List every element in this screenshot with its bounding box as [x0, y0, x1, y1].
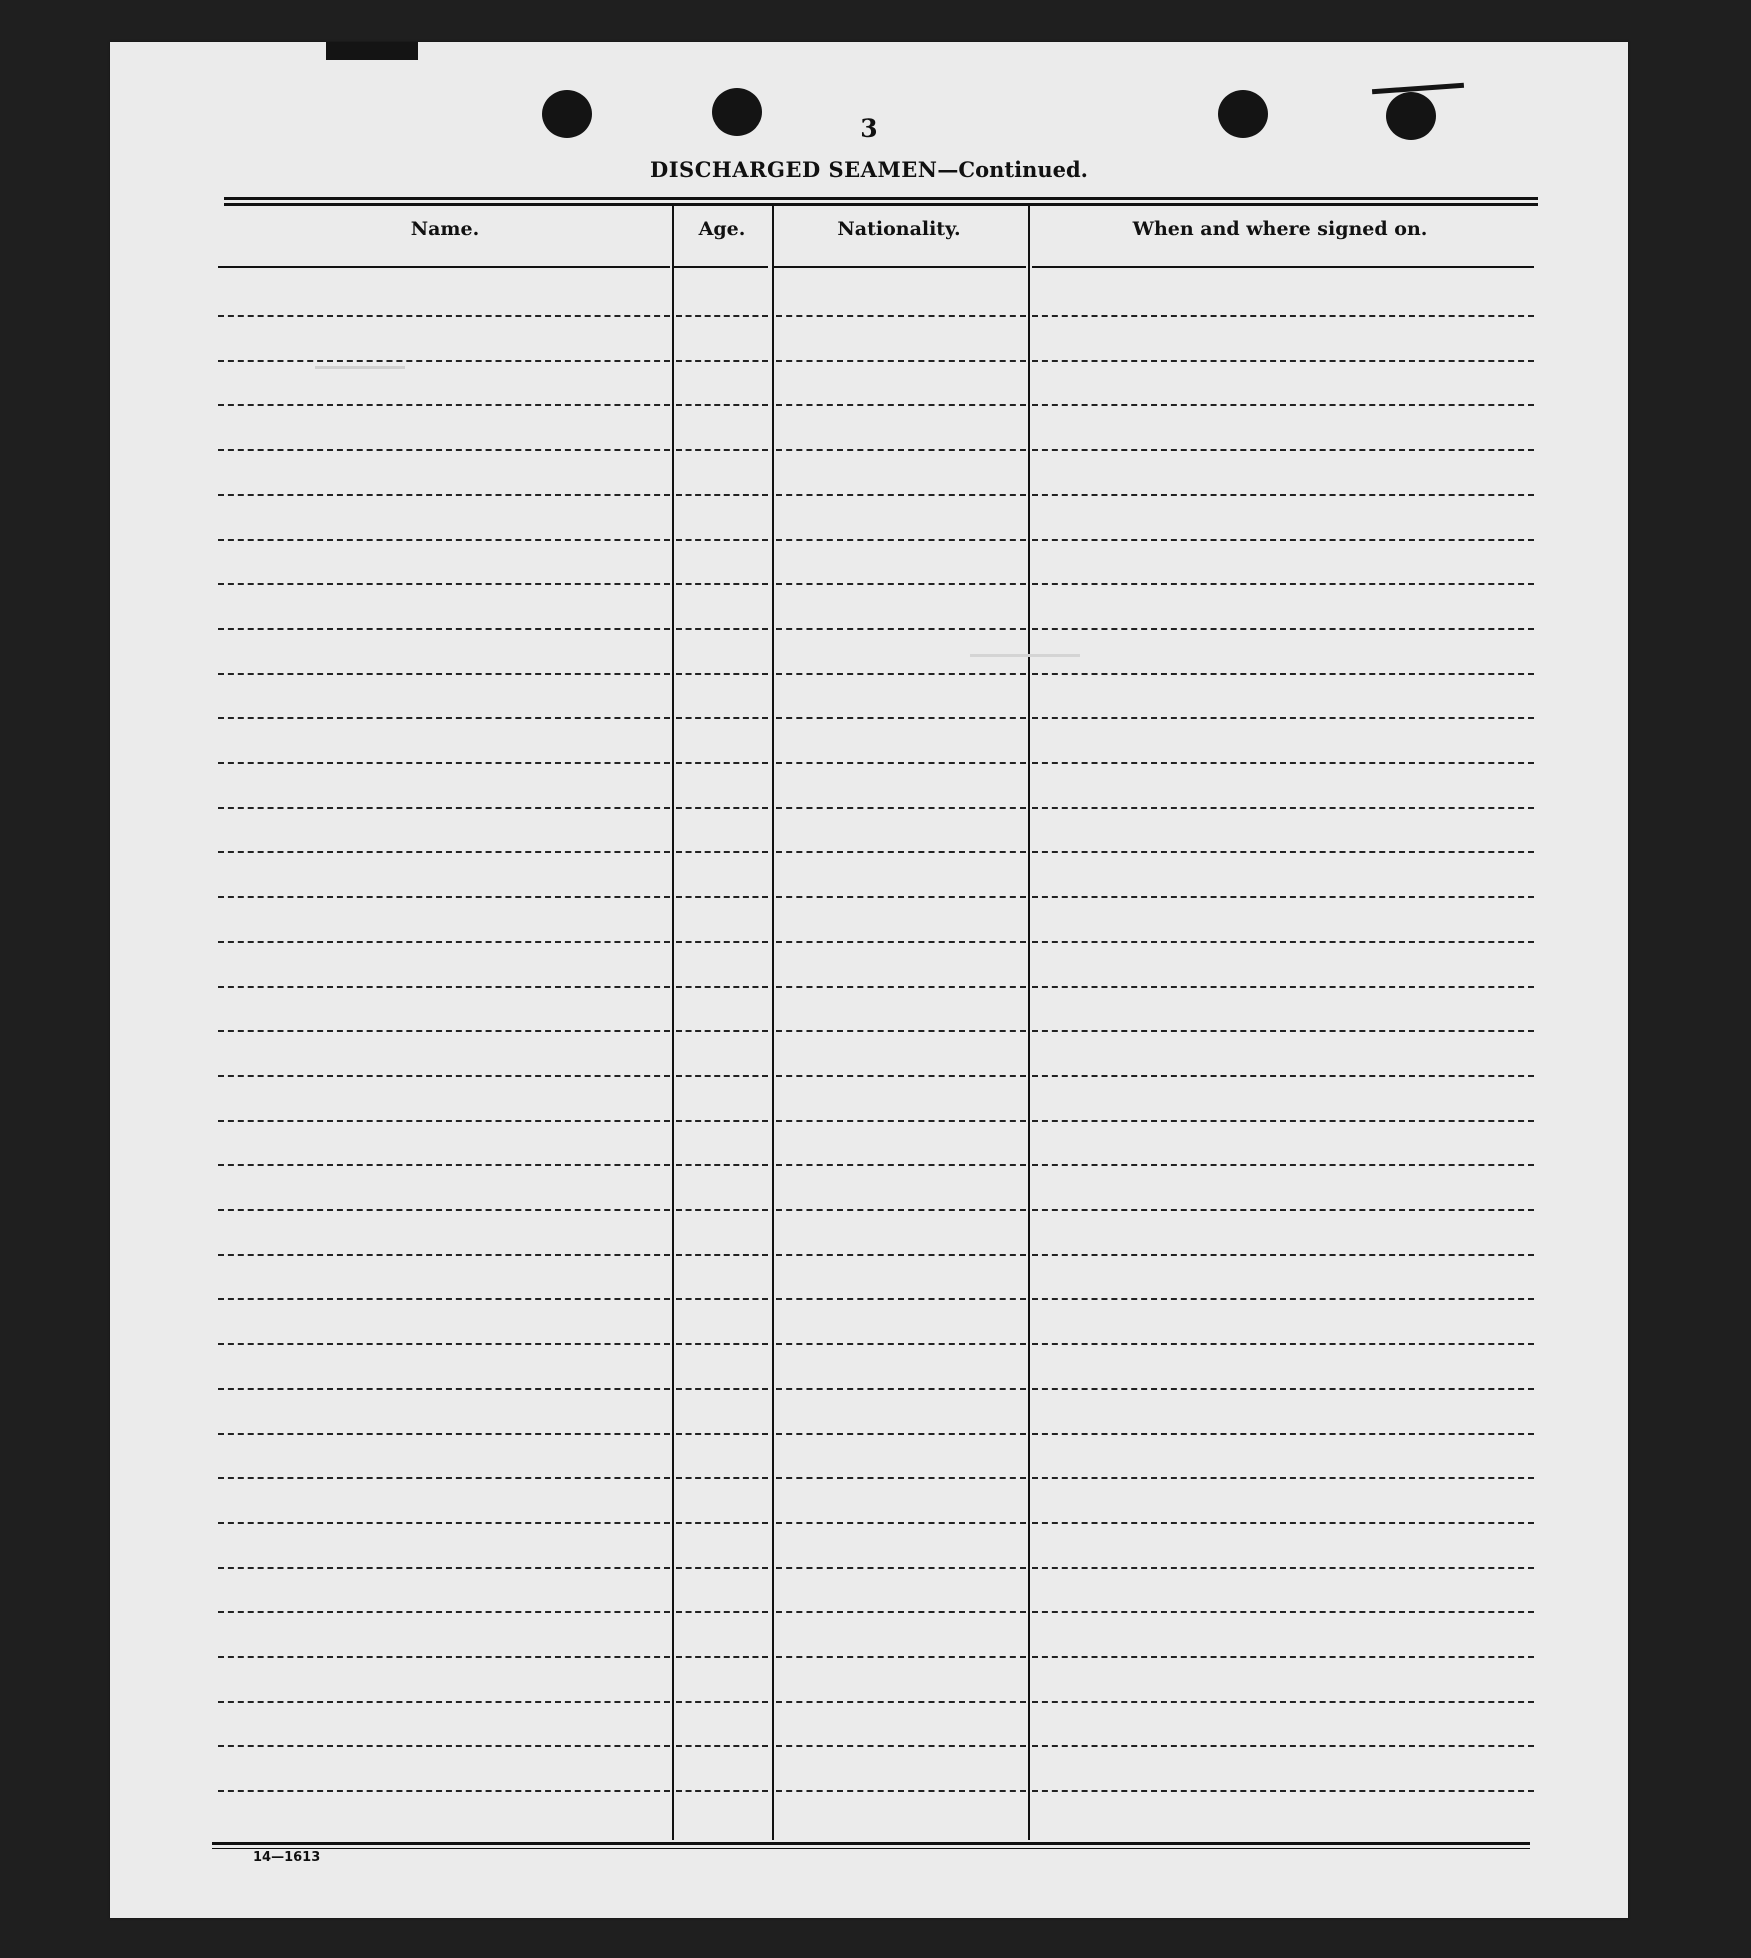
- table-row-rule: [218, 1477, 670, 1479]
- table-row-rule: [218, 1120, 670, 1122]
- table-row-rule: [676, 673, 768, 675]
- table-row-rule: [776, 717, 1026, 719]
- table-row-rule: [676, 1701, 768, 1703]
- table-row-rule: [676, 1522, 768, 1524]
- table-row-rule: [676, 583, 768, 585]
- table-row-rule: [218, 896, 670, 898]
- table-row-rule: [1032, 539, 1534, 541]
- table-row-rule: [776, 1388, 1026, 1390]
- table-row-rule: [218, 583, 670, 585]
- table-row-rule: [218, 986, 670, 988]
- table-row-rule: [218, 449, 670, 451]
- table-row-rule: [1032, 1388, 1534, 1390]
- table-row-rule: [218, 1254, 670, 1256]
- table-row-rule: [776, 315, 1026, 317]
- table-row-rule: [1032, 404, 1534, 406]
- table-row-rule: [1032, 1433, 1534, 1435]
- table-row-rule: [776, 1567, 1026, 1569]
- table-row-rule: [776, 807, 1026, 809]
- faint-smudge: [970, 654, 1080, 657]
- table-row-rule: [1032, 1075, 1534, 1077]
- table-row-rule: [218, 404, 670, 406]
- table-row-rule: [676, 1030, 768, 1032]
- table-row-rule: [1032, 1298, 1534, 1300]
- table-row-rule: [218, 539, 670, 541]
- table-row-rule: [676, 360, 768, 362]
- column-header-signed-on: When and where signed on.: [1132, 218, 1428, 240]
- table-row-rule: [1032, 1656, 1534, 1658]
- table-row-rule: [218, 1030, 670, 1032]
- table-row-rule: [218, 762, 670, 764]
- table-row-rule: [1032, 360, 1534, 362]
- table-row-rule: [776, 494, 1026, 496]
- table-row-rule: [1032, 1611, 1534, 1613]
- table-row-rule: [1032, 1567, 1534, 1569]
- table-row-rule: [218, 673, 670, 675]
- table-row-rule: [1032, 1477, 1534, 1479]
- table-row-rule: [218, 1298, 670, 1300]
- table-row-rule: [676, 807, 768, 809]
- table-row-rule: [218, 1164, 670, 1166]
- table-row-rule: [676, 449, 768, 451]
- table-row-rule: [218, 628, 670, 630]
- table-row-rule: [776, 1477, 1026, 1479]
- table-row-rule: [776, 404, 1026, 406]
- table-row-rule: [776, 1701, 1026, 1703]
- table-row-rule: [776, 1030, 1026, 1032]
- table-row-rule: [776, 986, 1026, 988]
- table-row-rule: [1032, 315, 1534, 317]
- table-row-rule: [218, 1343, 670, 1345]
- table-row-rule: [676, 1254, 768, 1256]
- table-row-rule: [776, 1611, 1026, 1613]
- table-row-rule: [676, 628, 768, 630]
- table-row-rule: [676, 1745, 768, 1747]
- column-divider: [1028, 205, 1030, 1840]
- header-double-rule: [224, 197, 1538, 206]
- table-row-rule: [776, 583, 1026, 585]
- table-row-rule: [776, 1745, 1026, 1747]
- table-row-rule: [676, 1433, 768, 1435]
- table-row-rule: [218, 1209, 670, 1211]
- table-row-rule: [776, 941, 1026, 943]
- faint-smudge: [315, 366, 405, 369]
- table-row-rule: [676, 941, 768, 943]
- table-row-rule: [776, 1656, 1026, 1658]
- table-row-rule: [776, 1120, 1026, 1122]
- table-row-rule: [1032, 1164, 1534, 1166]
- table-row-rule: [218, 851, 670, 853]
- table-row-rule: [676, 315, 768, 317]
- table-row-rule: [776, 673, 1026, 675]
- form-title: [110, 157, 1628, 182]
- table-row-rule: [676, 1075, 768, 1077]
- table-row-rule: [676, 494, 768, 496]
- table-row-rule: [676, 1343, 768, 1345]
- table-row-rule: [776, 1433, 1026, 1435]
- table-row-rule: [1032, 1701, 1534, 1703]
- table-row-rule: [218, 1611, 670, 1613]
- table-row-rule: [1032, 1254, 1534, 1256]
- table-row-rule: [1032, 851, 1534, 853]
- header-underline: [674, 266, 768, 268]
- table-row-rule: [676, 1209, 768, 1211]
- table-row-rule: [676, 1164, 768, 1166]
- table-row-rule: [676, 762, 768, 764]
- table-row-rule: [1032, 1030, 1534, 1032]
- header-underline: [1032, 266, 1534, 268]
- table-row-rule: [676, 851, 768, 853]
- document-page: [110, 42, 1628, 1918]
- table-row-rule: [676, 896, 768, 898]
- table-row-rule: [218, 1656, 670, 1658]
- table-row-rule: [676, 1120, 768, 1122]
- table-row-rule: [218, 717, 670, 719]
- table-row-rule: [1032, 986, 1534, 988]
- table-row-rule: [1032, 449, 1534, 451]
- table-row-rule: [1032, 1790, 1534, 1792]
- form-title-suffix: —Continued.: [937, 157, 1088, 182]
- table-row-rule: [1032, 1209, 1534, 1211]
- form-code: 14—1613: [253, 1850, 321, 1865]
- table-row-rule: [218, 1790, 670, 1792]
- table-row-rule: [776, 1254, 1026, 1256]
- table-row-rule: [676, 404, 768, 406]
- header-underline: [774, 266, 1026, 268]
- column-divider: [772, 205, 774, 1840]
- table-row-rule: [776, 1343, 1026, 1345]
- table-row-rule: [776, 1075, 1026, 1077]
- table-row-rule: [218, 941, 670, 943]
- table-row-rule: [1032, 494, 1534, 496]
- table-row-rule: [776, 851, 1026, 853]
- table-row-rule: [776, 896, 1026, 898]
- table-row-rule: [1032, 1522, 1534, 1524]
- table-row-rule: [676, 1790, 768, 1792]
- table-row-rule: [218, 1745, 670, 1747]
- table-row-rule: [1032, 673, 1534, 675]
- bottom-double-rule: [212, 1842, 1530, 1849]
- table-row-rule: [1032, 941, 1534, 943]
- table-row-rule: [776, 539, 1026, 541]
- table-row-rule: [1032, 762, 1534, 764]
- table-row-rule: [676, 1298, 768, 1300]
- table-row-rule: [776, 449, 1026, 451]
- table-row-rule: [776, 1298, 1026, 1300]
- table-row-rule: [676, 539, 768, 541]
- table-row-rule: [218, 360, 670, 362]
- table-row-rule: [1032, 628, 1534, 630]
- table-row-rule: [218, 1701, 670, 1703]
- table-row-rule: [676, 1611, 768, 1613]
- table-row-rule: [676, 1656, 768, 1658]
- column-header-age: Age.: [698, 218, 746, 240]
- table-row-rule: [218, 1567, 670, 1569]
- table-row-rule: [1032, 717, 1534, 719]
- table-row-rule: [218, 315, 670, 317]
- scan-mark: [326, 42, 418, 60]
- table-row-rule: [676, 1388, 768, 1390]
- form-title-main: DISCHARGED SEAMEN: [650, 157, 938, 182]
- table-row-rule: [218, 494, 670, 496]
- table-row-rule: [218, 1433, 670, 1435]
- table-row-rule: [218, 807, 670, 809]
- table-row-rule: [1032, 896, 1534, 898]
- table-row-rule: [776, 1209, 1026, 1211]
- table-row-rule: [776, 762, 1026, 764]
- table-row-rule: [218, 1075, 670, 1077]
- table-row-rule: [1032, 1343, 1534, 1345]
- table-row-rule: [676, 1567, 768, 1569]
- table-row-rule: [1032, 583, 1534, 585]
- table-row-rule: [218, 1522, 670, 1524]
- table-row-rule: [776, 360, 1026, 362]
- table-row-rule: [218, 1388, 670, 1390]
- page-number: 3: [860, 114, 878, 143]
- column-divider: [672, 205, 674, 1840]
- table-row-rule: [1032, 1120, 1534, 1122]
- table-row-rule: [776, 1522, 1026, 1524]
- table-row-rule: [676, 986, 768, 988]
- table-row-rule: [776, 1164, 1026, 1166]
- header-underline: [218, 266, 670, 268]
- column-header-nationality: Nationality.: [837, 218, 961, 240]
- table-row-rule: [1032, 1745, 1534, 1747]
- table-row-rule: [676, 1477, 768, 1479]
- table-row-rule: [776, 1790, 1026, 1792]
- table-row-rule: [676, 717, 768, 719]
- column-header-name: Name.: [410, 218, 480, 240]
- table-row-rule: [1032, 807, 1534, 809]
- table-row-rule: [776, 628, 1026, 630]
